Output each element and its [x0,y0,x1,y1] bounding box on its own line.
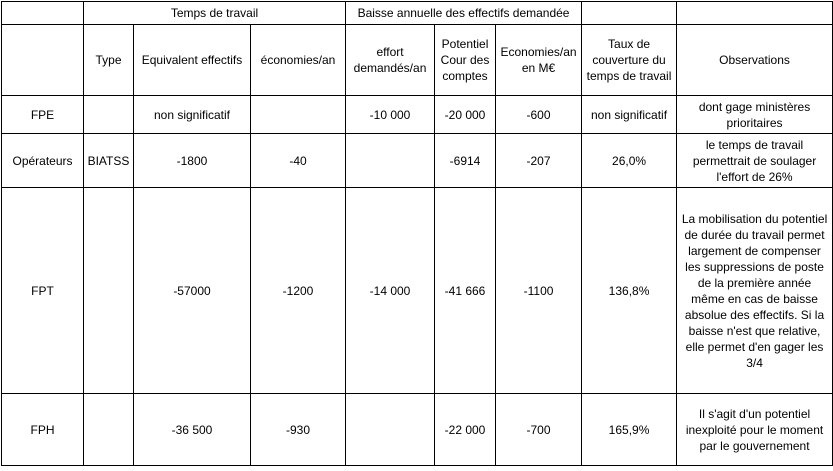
cell-potentiel: -20 000 [435,96,496,134]
cell-potentiel: -22 000 [435,394,496,466]
column-header-economies-an: économies/an [251,25,346,96]
cell-economies-m-euro: -1100 [496,188,582,394]
group-header-baisse-annuelle: Baisse annuelle des effectifs demandée [346,2,582,25]
cell-type [84,188,134,394]
column-header-economies-m-euro: Economies/an en M€ [496,25,582,96]
cell-equivalent-effectifs: -57000 [134,188,251,394]
column-header-taux-de-couverture: Taux de couverture du temps de travail [582,25,677,96]
cell-economies-an: -40 [251,134,346,188]
row-label: FPE [2,96,84,134]
cell-effort-demandes: -10 000 [346,96,435,134]
cell-economies-m-euro: -207 [496,134,582,188]
cell-effort-demandes [346,134,435,188]
table-row-fph [2,394,833,466]
group-header-empty [582,2,677,25]
cell-equivalent-effectifs: -36 500 [134,394,251,466]
cell-economies-m-euro: -600 [496,96,582,134]
table-row-fpe [2,96,833,134]
cell-type [84,96,134,134]
group-header-empty [2,2,84,25]
cell-effort-demandes: -14 000 [346,188,435,394]
cell-economies-an: -930 [251,394,346,466]
cell-economies-an [251,96,346,134]
cell-equivalent-effectifs: non significatif [134,96,251,134]
row-label: FPH [2,394,84,466]
cell-observations: La mobilisation du potentiel de durée du travail permet largement de compenser les suppressions de poste de la première année même en cas de baisse absolue des effectifs. Si la baisse n'est que relative, elle permet d'en gager les 3/4 [677,188,833,394]
cell-economies-m-euro: -700 [496,394,582,466]
table-row-operateurs [2,134,833,188]
row-label: FPT [2,188,84,394]
group-header-empty [677,2,833,25]
cell-observations: dont gage ministères prioritaires [677,96,833,134]
column-header-equivalent-effectifs: Equivalent effectifs [134,25,251,96]
cell-observations: Il s'agit d'un potentiel inexploité pour le moment par le gouvernement [677,394,833,466]
column-header-label [2,25,84,96]
column-header-potentiel-cour-des-comptes: Potentiel Cour des comptes [435,25,496,96]
cell-economies-an: -1200 [251,188,346,394]
column-header-type: Type [84,25,134,96]
cell-equivalent-effectifs: -1800 [134,134,251,188]
group-header-temps-de-travail: Temps de travail [84,2,346,25]
cell-taux-de-couverture: 165,9% [582,394,677,466]
column-header-effort-demandes: effort demandés/an [346,25,435,96]
cell-potentiel: -41 666 [435,188,496,394]
row-label: Opérateurs [2,134,84,188]
cell-type: BIATSS [84,134,134,188]
column-header-row [2,25,833,96]
cell-type [84,394,134,466]
column-header-observations: Observations [677,25,833,96]
cell-potentiel: -6914 [435,134,496,188]
cell-observations: le temps de travail permettrait de soulager l'effort de 26% [677,134,833,188]
table-row-fpt [2,188,833,394]
cell-effort-demandes [346,394,435,466]
cell-taux-de-couverture: 26,0% [582,134,677,188]
cell-taux-de-couverture: non significatif [582,96,677,134]
cell-taux-de-couverture: 136,8% [582,188,677,394]
effectifs-table [1,1,833,466]
group-header-row [2,2,833,25]
